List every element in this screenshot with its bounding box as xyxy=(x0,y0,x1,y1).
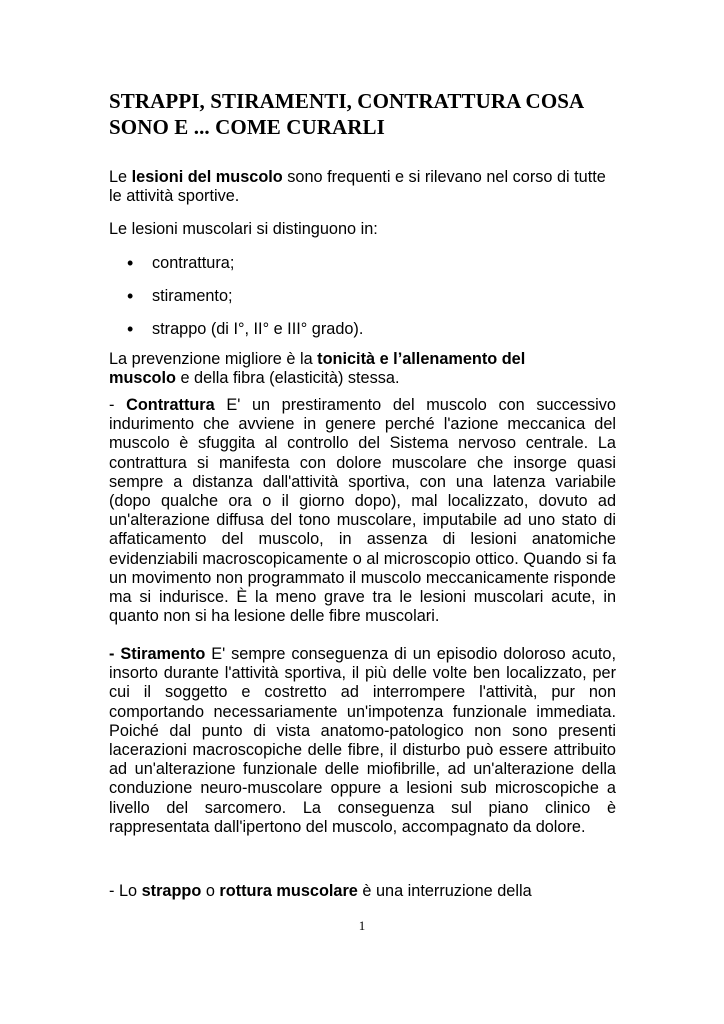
prevention-suffix: e della fibra (elasticità) stessa. xyxy=(175,369,400,388)
prevention-bold: tonicità e l’allenamento del muscolo xyxy=(109,350,526,388)
title-line-2: SONO E ... COME CURARLI xyxy=(109,115,385,139)
bullet-icon: • xyxy=(127,319,134,339)
contrattura-text: E' un prestiramento del muscolo con successivo indurimento che avviene in genere perché l'azione meccanica del muscolo è sfuggita al controllo del Sistema nervoso centrale. La contrattura si manifesta con dolore muscolare che insorge quasi sempre a distanza dall'attività sportiva, con una latenza variabile (dopo qualche ora o il giorno dopo), mal localizzato, dovuto ad un'alterazione diffusa del tono muscolare, imputabile ad uno stato di affaticamento del muscolo, in assenza di lesioni anatomiche evidenziabili macroscopicamente o al microscopio ottico. Quando si fa un movimento non programmato il muscolo meccanicamente risponde ma si indurisce. È la meno grave tra le lesioni muscolari acute, in quanto non si ha lesione delle fibre muscolari. xyxy=(109,396,616,626)
rottura-term: rottura muscolare xyxy=(219,882,358,900)
list-item-text: strappo (di I°, II° e III° grado). xyxy=(152,320,364,338)
contrattura-term: Contrattura xyxy=(126,396,215,414)
stiramento-text: E' sempre conseguenza di un episodio doloroso acuto, insorto durante l'attività sportiva, il più delle volte ben localizzato, per cui il soggetto e costretto ad interrompere l'attività, pur non comportando necessariamente un'impotenza funzionale immediata. Poiché dal punto di vista anatomo-patologico non sono presenti lacerazioni macroscopiche delle fibre, il disturbo può essere attribuito ad un'alterazione funzionale delle miofibrille, ad un'alterazione della conduzione neuro-muscolare oppure a lesioni sub microscopiche a livello del sarcomero. La conseguenza sul piano clinico è rappresentata dall'ipertono del muscolo, accompagnato da dolore. xyxy=(109,645,616,836)
bullet-icon: • xyxy=(127,253,134,273)
list-item-text: stiramento; xyxy=(152,287,233,305)
classification-paragraph: Le lesioni muscolari si distinguono in: xyxy=(109,220,378,238)
page-title xyxy=(109,88,629,140)
intro-paragraph xyxy=(109,168,616,206)
intro-suffix: sono frequenti e si rilevano nel corso di tutte le attività sportive. xyxy=(109,168,606,206)
stiramento-term: - Stiramento xyxy=(109,645,206,663)
prevention-paragraph xyxy=(109,350,579,388)
prevention-prefix: La prevenzione migliore è la xyxy=(109,350,318,368)
contrattura-paragraph xyxy=(109,396,616,626)
strappo-middle: o xyxy=(201,882,220,900)
page-number: 1 xyxy=(358,918,366,933)
stiramento-paragraph xyxy=(109,645,616,837)
intro-prefix: Le xyxy=(109,168,132,186)
list-item-text: contrattura; xyxy=(152,254,235,272)
strappo-term: strappo xyxy=(141,882,202,900)
bullet-icon: • xyxy=(127,286,134,306)
strappo-suffix: è una interruzione della xyxy=(357,882,532,900)
contrattura-dash: - xyxy=(109,396,127,414)
intro-bold: lesioni del muscolo xyxy=(131,168,283,186)
strappo-prefix: - Lo xyxy=(109,882,142,900)
title-line-1: STRAPPI, STIRAMENTI, CONTRATTURA COSA xyxy=(109,89,585,113)
strappo-paragraph xyxy=(109,882,616,901)
